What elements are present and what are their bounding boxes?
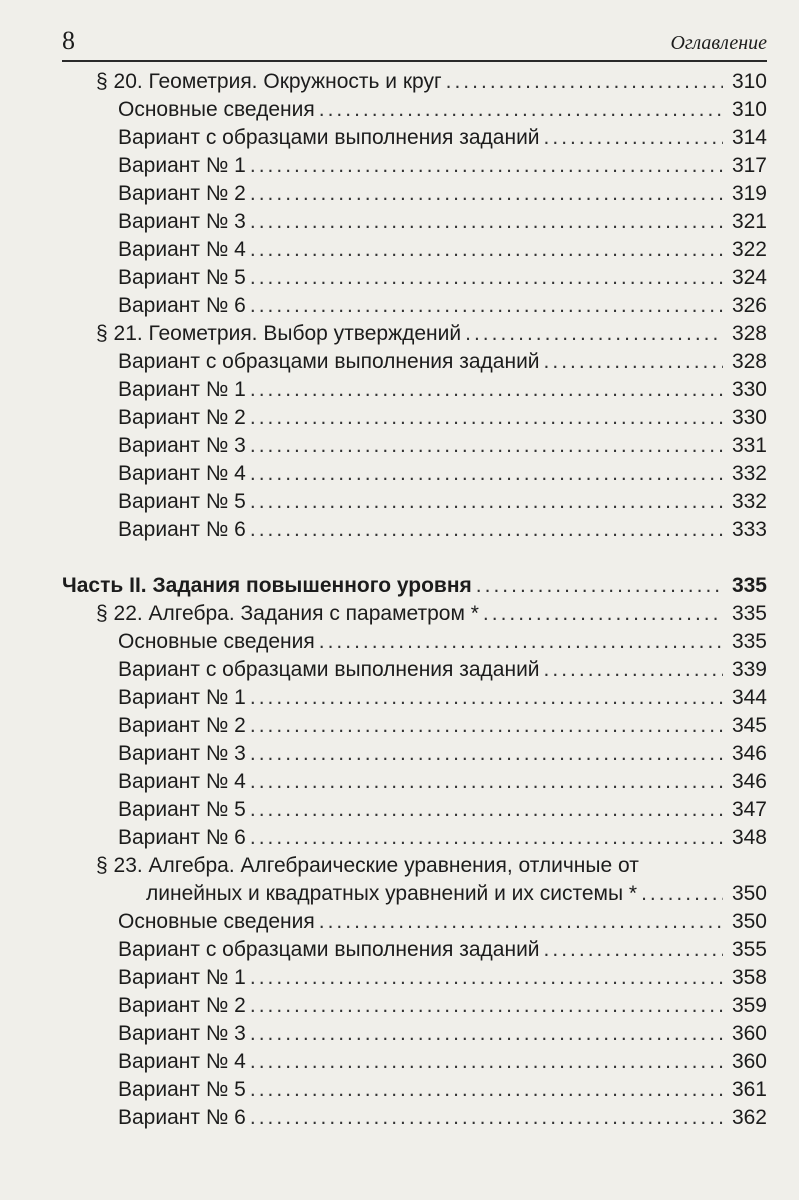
toc-entry-title: Вариант № 1	[118, 154, 246, 177]
toc-entry[interactable]	[118, 434, 767, 462]
leader-dots	[250, 518, 723, 542]
toc-entry[interactable]	[118, 266, 767, 294]
toc-entry-title: Основные сведения	[118, 98, 315, 121]
toc-section-21[interactable]	[96, 322, 767, 350]
leader-dots	[544, 938, 723, 962]
toc-page-number: 350	[731, 882, 767, 905]
toc-entry-title: линейных и квадратных уравнений и их системы *	[146, 882, 638, 905]
toc-entry-title: Вариант № 4	[118, 238, 246, 261]
toc-page-number: 350	[731, 910, 767, 933]
toc-entry[interactable]	[118, 1022, 767, 1050]
leader-dots	[250, 1106, 723, 1130]
toc-entry[interactable]	[118, 770, 767, 798]
leader-dots	[250, 182, 723, 206]
leader-dots	[250, 714, 723, 738]
toc-entry-title: Вариант с образцами выполнения заданий	[118, 350, 540, 373]
toc-page-number: 310	[731, 70, 767, 93]
toc-section-22[interactable]	[96, 602, 767, 630]
toc-entry-title: Вариант с образцами выполнения заданий	[118, 658, 540, 681]
leader-dots	[250, 406, 723, 430]
toc-entry-title: Вариант № 2	[118, 406, 246, 429]
leader-dots	[250, 434, 723, 458]
leader-dots	[250, 210, 723, 234]
leader-dots	[476, 574, 723, 598]
leader-dots	[250, 490, 723, 514]
toc-entry[interactable]	[118, 658, 767, 686]
running-title: Оглавление	[670, 32, 767, 54]
toc-page-number: 335	[731, 602, 767, 625]
toc-entry[interactable]	[118, 714, 767, 742]
toc-section-20[interactable]	[96, 70, 767, 98]
toc-entry-title: Вариант № 4	[118, 1050, 246, 1073]
leader-dots	[250, 462, 723, 486]
toc-entry[interactable]	[118, 210, 767, 238]
toc-entry-title: Вариант № 6	[118, 826, 246, 849]
leader-dots	[483, 602, 723, 626]
toc-entry[interactable]	[118, 938, 767, 966]
toc-entry-title: Вариант № 4	[118, 462, 246, 485]
toc-entry-title: Вариант № 5	[118, 490, 246, 513]
leader-dots	[544, 126, 723, 150]
toc-entry-title: Вариант с образцами выполнения заданий	[118, 938, 540, 961]
toc-entry[interactable]	[118, 910, 767, 938]
toc-page-number: 335	[731, 574, 767, 597]
toc-entry[interactable]	[118, 126, 767, 154]
leader-dots	[319, 630, 723, 654]
leader-dots	[544, 350, 723, 374]
toc-entry-title: § 20. Геометрия. Окружность и круг	[96, 70, 442, 93]
toc-page-number: 355	[731, 938, 767, 961]
toc-entry-title: Вариант № 2	[118, 182, 246, 205]
toc-entry-title: Вариант № 5	[118, 266, 246, 289]
toc-page-number: 332	[731, 490, 767, 513]
toc-entry-title: Вариант № 6	[118, 294, 246, 317]
leader-dots	[250, 966, 723, 990]
leader-dots	[250, 1078, 723, 1102]
toc-entry[interactable]	[118, 742, 767, 770]
toc-entry-title: § 22. Алгебра. Задания с параметром *	[96, 602, 479, 625]
leader-dots	[465, 322, 723, 346]
toc-page-number: 333	[731, 518, 767, 541]
toc-entry-title: Основные сведения	[118, 630, 315, 653]
leader-dots	[250, 266, 723, 290]
toc-page-number: 339	[731, 658, 767, 681]
toc-entry-title: Вариант № 3	[118, 1022, 246, 1045]
toc-entry-title: § 21. Геометрия. Выбор утверждений	[96, 322, 462, 345]
leader-dots	[319, 910, 723, 934]
leader-dots	[544, 658, 723, 682]
toc-entry-title: Вариант № 4	[118, 770, 246, 793]
toc-page-number: 317	[731, 154, 767, 177]
page-header	[62, 20, 767, 62]
toc-entry[interactable]	[118, 350, 767, 378]
toc-page-number: 361	[731, 1078, 767, 1101]
toc-entry[interactable]	[118, 406, 767, 434]
toc-page-number: 332	[731, 462, 767, 485]
toc-page-number: 322	[731, 238, 767, 261]
toc-entry-title: Вариант № 3	[118, 434, 246, 457]
toc-page-number: 310	[731, 98, 767, 121]
toc-entry-title: Вариант № 2	[118, 714, 246, 737]
toc-page-number: 347	[731, 798, 767, 821]
leader-dots	[250, 742, 723, 766]
toc-entry[interactable]	[118, 518, 767, 546]
toc-entry[interactable]	[118, 1078, 767, 1106]
toc-entry-title: Основные сведения	[118, 910, 315, 933]
toc-page-number: 360	[731, 1050, 767, 1073]
toc-page-number: 335	[731, 630, 767, 653]
leader-dots	[250, 686, 723, 710]
toc-entry-title: Вариант № 3	[118, 210, 246, 233]
toc-page-number: 331	[731, 434, 767, 457]
toc-entry[interactable]	[118, 294, 767, 322]
toc-page-number: 321	[731, 210, 767, 233]
toc-entry[interactable]	[118, 1050, 767, 1078]
toc-page-number: 328	[731, 322, 767, 345]
toc-page-number: 324	[731, 266, 767, 289]
leader-dots	[250, 994, 723, 1018]
toc-entry[interactable]	[118, 154, 767, 182]
toc-entry[interactable]	[118, 630, 767, 658]
toc-section-23[interactable]	[146, 882, 767, 910]
toc-entry-title: Вариант № 1	[118, 966, 246, 989]
toc-page-number: 358	[731, 966, 767, 989]
toc-entry[interactable]	[118, 98, 767, 126]
toc-entry-title: Вариант № 1	[118, 378, 246, 401]
leader-dots	[250, 154, 723, 178]
toc-page-number: 328	[731, 350, 767, 373]
toc-page-number: 326	[731, 294, 767, 317]
leader-dots	[250, 1050, 723, 1074]
toc-entry-title: Вариант № 6	[118, 518, 246, 541]
toc-entry[interactable]	[118, 994, 767, 1022]
leader-dots	[250, 826, 723, 850]
toc-section-23-title-line1[interactable]: § 23. Алгебра. Алгебраические уравнения, отличные от	[96, 854, 639, 877]
toc-page-number: 345	[731, 714, 767, 737]
leader-dots	[319, 98, 723, 122]
toc-entry[interactable]	[118, 798, 767, 826]
toc-entry[interactable]	[118, 182, 767, 210]
toc-page-number: 314	[731, 126, 767, 149]
toc-page-number: 346	[731, 770, 767, 793]
leader-dots	[641, 882, 723, 906]
toc-page-number: 359	[731, 994, 767, 1017]
toc-page-number: 360	[731, 1022, 767, 1045]
leader-dots	[446, 70, 723, 94]
toc-page-number: 348	[731, 826, 767, 849]
toc-page-number: 362	[731, 1106, 767, 1129]
toc-entry[interactable]	[118, 378, 767, 406]
leader-dots	[250, 798, 723, 822]
page-number: 8	[62, 26, 75, 55]
toc-entry-title: Вариант № 6	[118, 1106, 246, 1129]
toc-entry[interactable]	[118, 490, 767, 518]
toc-entry[interactable]	[118, 826, 767, 854]
toc-entry[interactable]	[118, 462, 767, 490]
toc-page-number: 330	[731, 406, 767, 429]
leader-dots	[250, 1022, 723, 1046]
toc-entry-title: Вариант № 5	[118, 798, 246, 821]
leader-dots	[250, 378, 723, 402]
toc-entry-title: Вариант № 1	[118, 686, 246, 709]
leader-dots	[250, 294, 723, 318]
leader-dots	[250, 770, 723, 794]
toc-page-number: 344	[731, 686, 767, 709]
toc-entry-title: Вариант № 2	[118, 994, 246, 1017]
toc-page-number: 319	[731, 182, 767, 205]
toc-entry-title: Вариант с образцами выполнения заданий	[118, 126, 540, 149]
toc-entry-title: Часть II. Задания повышенного уровня	[62, 574, 472, 597]
toc-page-number: 330	[731, 378, 767, 401]
toc-entry[interactable]	[118, 1106, 767, 1134]
toc-part-2[interactable]	[62, 574, 767, 602]
toc-entry-title: Вариант № 3	[118, 742, 246, 765]
toc-entry[interactable]	[118, 966, 767, 994]
toc-entry[interactable]	[118, 686, 767, 714]
toc-entry[interactable]	[118, 238, 767, 266]
toc-page-number: 346	[731, 742, 767, 765]
toc-entry-title: Вариант № 5	[118, 1078, 246, 1101]
leader-dots	[250, 238, 723, 262]
